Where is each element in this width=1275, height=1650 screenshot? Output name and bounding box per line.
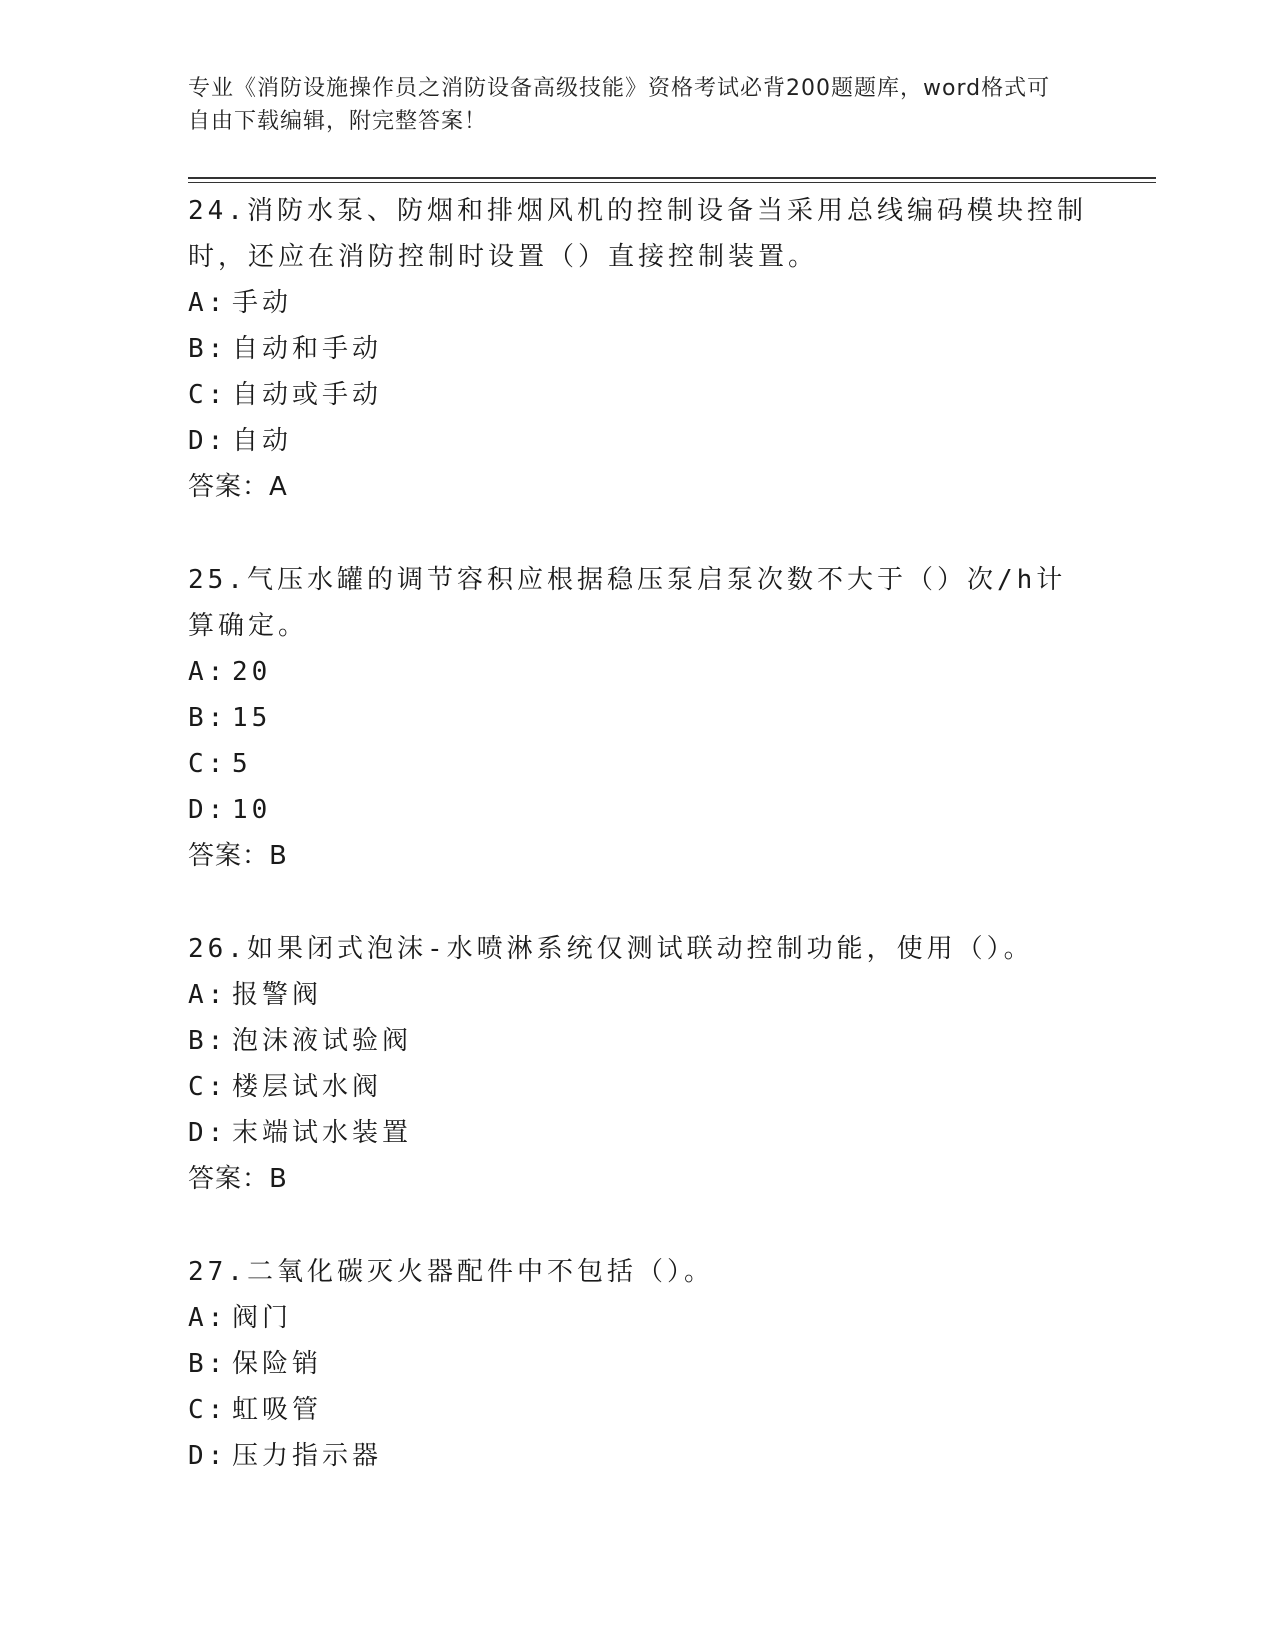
option-d bbox=[188, 787, 1088, 833]
option-text: 5 bbox=[232, 749, 252, 779]
document-header: 专业《消防设施操作员之消防设备高级技能》资格考试必背200题题库，word格式可自由下载编辑，附完整答案！ bbox=[188, 76, 1051, 134]
answer-line: 答案：B bbox=[188, 1164, 288, 1194]
option-key: A: bbox=[188, 980, 228, 1010]
option-text: 自动和手动 bbox=[232, 334, 383, 364]
option-key: B: bbox=[188, 1349, 228, 1379]
option-text: 压力指示器 bbox=[232, 1441, 383, 1471]
option-c bbox=[188, 741, 1088, 787]
option-c bbox=[188, 372, 1088, 418]
question-stem: 25.气压水罐的调节容积应根据稳压泵启泵次数不大于（）次/h计算确定。 bbox=[188, 565, 1067, 641]
option-key: C: bbox=[188, 1395, 228, 1425]
option-text: 报警阀 bbox=[232, 980, 323, 1010]
answer-line: 答案：A bbox=[188, 472, 288, 502]
option-text: 末端试水装置 bbox=[232, 1118, 413, 1148]
option-key: D: bbox=[188, 426, 228, 456]
question-stem: 27.二氧化碳灭火器配件中不包括（）。 bbox=[188, 1257, 714, 1287]
question-stem: 26.如果闭式泡沫-水喷淋系统仅测试联动控制功能，使用（）。 bbox=[188, 934, 1034, 964]
option-c bbox=[188, 1064, 1088, 1110]
option-text: 手动 bbox=[232, 288, 293, 318]
option-key: A: bbox=[188, 657, 228, 687]
option-b bbox=[188, 1018, 1088, 1064]
option-b bbox=[188, 695, 1088, 741]
option-a bbox=[188, 972, 1088, 1018]
option-b bbox=[188, 1341, 1088, 1387]
question-stem: 24.消防水泵、防烟和排烟风机的控制设备当采用总线编码模块控制时，还应在消防控制时设置（）直接控制装置。 bbox=[188, 196, 1087, 272]
option-key: C: bbox=[188, 1072, 228, 1102]
option-text: 楼层试水阀 bbox=[232, 1072, 383, 1102]
question-24 bbox=[188, 188, 1088, 510]
option-d bbox=[188, 1433, 1088, 1479]
option-d bbox=[188, 418, 1088, 464]
option-key: D: bbox=[188, 1441, 228, 1471]
option-key: A: bbox=[188, 1303, 228, 1333]
option-key: B: bbox=[188, 703, 228, 733]
option-text: 保险销 bbox=[232, 1349, 323, 1379]
option-text: 10 bbox=[232, 795, 272, 825]
question-26 bbox=[188, 926, 1088, 1202]
option-key: B: bbox=[188, 1026, 228, 1056]
option-text: 15 bbox=[232, 703, 272, 733]
option-key: C: bbox=[188, 749, 228, 779]
question-25 bbox=[188, 557, 1088, 879]
option-c bbox=[188, 1387, 1088, 1433]
option-key: D: bbox=[188, 795, 228, 825]
option-a bbox=[188, 280, 1088, 326]
option-text: 自动或手动 bbox=[232, 380, 383, 410]
answer-line: 答案：B bbox=[188, 841, 288, 871]
option-key: B: bbox=[188, 334, 228, 364]
header-divider-thin bbox=[188, 182, 1156, 183]
option-b bbox=[188, 326, 1088, 372]
option-a bbox=[188, 1295, 1088, 1341]
option-a bbox=[188, 649, 1088, 695]
header-divider-thick bbox=[188, 177, 1156, 179]
option-text: 泡沫液试验阀 bbox=[232, 1026, 413, 1056]
question-27 bbox=[188, 1249, 1088, 1479]
option-text: 虹吸管 bbox=[232, 1395, 323, 1425]
question-list bbox=[188, 188, 1088, 1526]
option-d bbox=[188, 1110, 1088, 1156]
option-text: 自动 bbox=[232, 426, 293, 456]
option-key: C: bbox=[188, 380, 228, 410]
option-text: 阀门 bbox=[232, 1303, 293, 1333]
option-key: D: bbox=[188, 1118, 228, 1148]
option-key: A: bbox=[188, 288, 228, 318]
option-text: 20 bbox=[232, 657, 272, 687]
